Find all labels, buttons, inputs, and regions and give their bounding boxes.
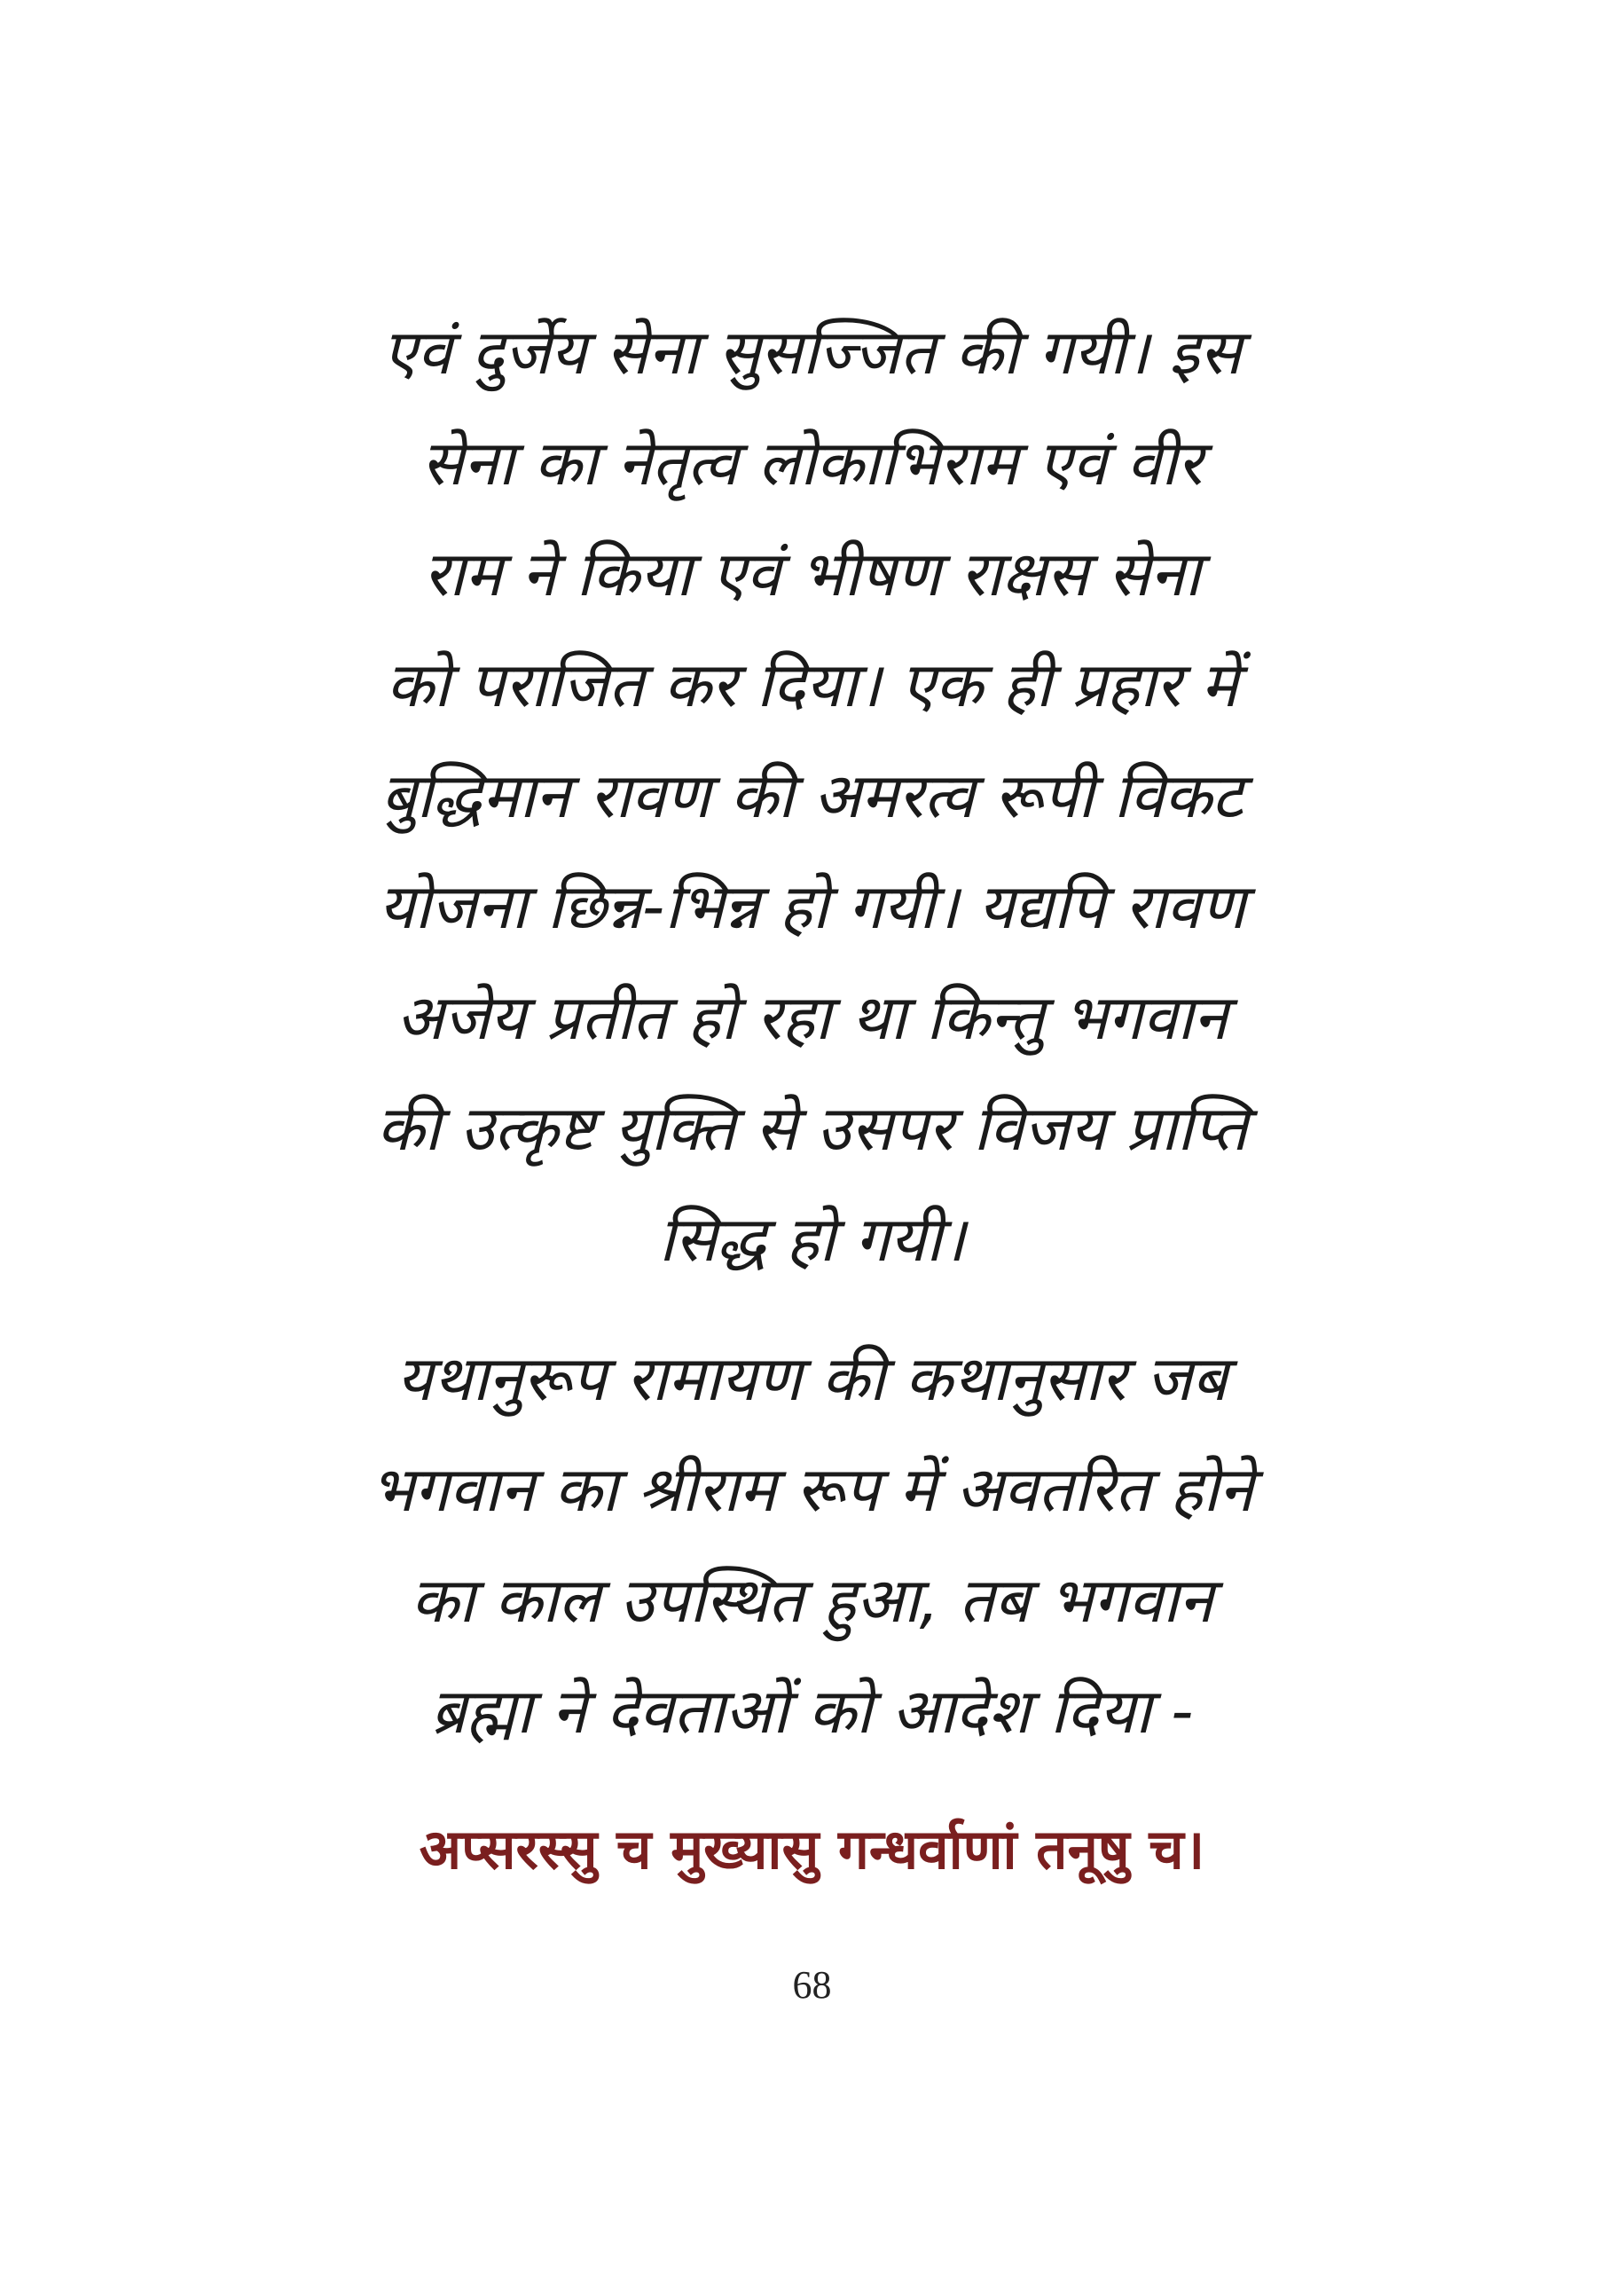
text-line: एवं दुर्जेय सेना सुसज्जित की गयी। इस	[382, 316, 1242, 389]
text-line: की उत्कृष्ट युक्ति से उसपर विजय प्राप्ति	[376, 1092, 1248, 1165]
text-line: सेना का नेतृत्व लोकाभिराम एवं वीर	[421, 427, 1203, 499]
text-line: भगवान का श्रीराम रूप में अवतरित होने	[370, 1453, 1254, 1526]
text-line: योजना छिन्न-भिन्न हो गयी। यद्यपि रावण	[378, 870, 1246, 943]
text-line: अजेय प्रतीत हो रहा था किन्तु भगवान	[396, 981, 1228, 1054]
text-line: राम ने किया एवं भीषण राक्षस सेना	[423, 538, 1201, 610]
paragraph-2	[231, 1324, 1393, 1767]
text-line: यथानुरूप रामायण की कथानुसार जब	[396, 1342, 1228, 1415]
page-number: 68	[792, 1963, 832, 2007]
text-line: को पराजित कर दिया। एक ही प्रहार में	[386, 648, 1238, 721]
text-line: का काल उपस्थित हुआ, तब भगवान	[411, 1564, 1213, 1637]
text-line: ब्रह्मा ने देवताओं को आदेश दिया -	[430, 1675, 1194, 1748]
text-line: बुद्धिमान रावण की अमरत्व रूपी विकट	[381, 759, 1243, 832]
paragraph-1	[231, 297, 1393, 1295]
text-line: सिद्ध हो गयी।	[658, 1203, 966, 1276]
sanskrit-verse: अप्सरस्सु च मुख्यासु गन्धर्वाणां तनूषु च।	[419, 1817, 1205, 1882]
